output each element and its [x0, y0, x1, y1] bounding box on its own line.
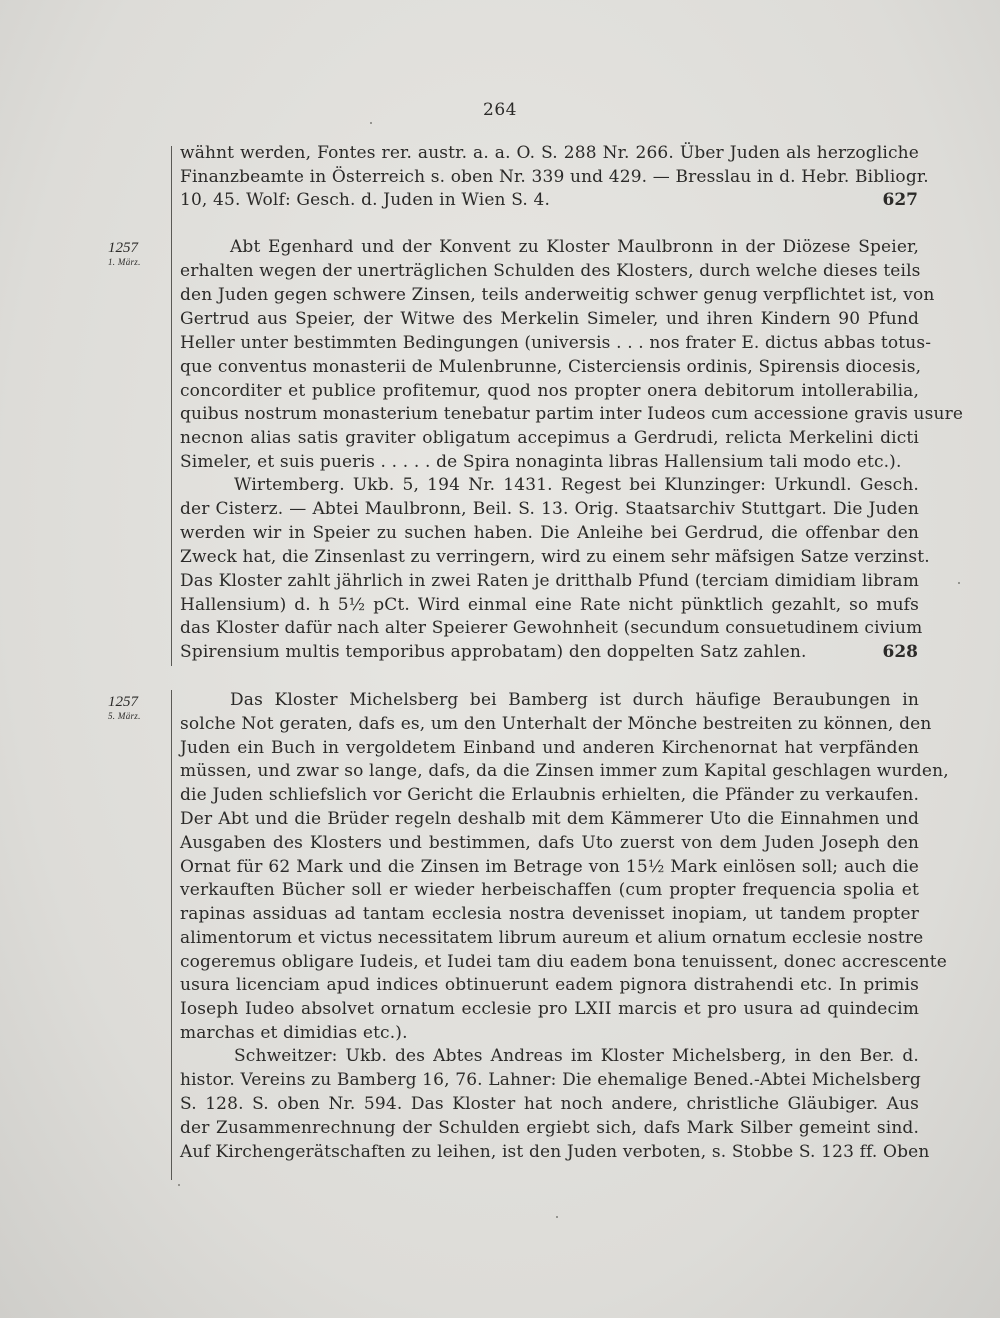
text-line: Juden ein Buch in vergoldetem Einband und anderen Kirchenornat hat verpfänden	[180, 738, 919, 758]
text-line: Simeler, et suis pueris . . . . . de Spira nonaginta libras Hallensium tali modo etc.).	[180, 452, 902, 472]
text-line: der Zusammenrechnung der Schulden ergiebt sich, dafs Mark Silber gemeint sind.	[180, 1118, 919, 1138]
text-line: histor. Vereins zu Bamberg 16, 76. Lahner: Die ehemalige Bened.-Abtei Michelsberg	[180, 1070, 921, 1090]
text-line: Der Abt und die Brüder regeln deshalb mit dem Kämmerer Uto die Einnahmen und	[180, 809, 919, 829]
text-line: Ornat für 62 Mark und die Zinsen im Betrage von 15½ Mark einlösen soll; auch die	[180, 857, 919, 877]
text-line: Schweitzer: Ukb. des Abtes Andreas im Kloster Michelsberg, in den Ber. d.	[234, 1046, 919, 1066]
margin-rule	[171, 146, 172, 666]
margin-date-note	[108, 240, 168, 267]
text-line: S. 128. S. oben Nr. 594. Das Kloster hat noch andere, christliche Gläubiger. Aus	[180, 1094, 919, 1114]
text-line: der Cisterz. — Abtei Maulbronn, Beil. S. 13. Orig. Staatsarchiv Stuttgart. Die Juden	[180, 499, 919, 519]
paper-speck	[178, 1184, 180, 1186]
text-line: die Juden schliefslich vor Gericht die Erlaubnis erhielten, die Pfänder zu verkaufen.	[180, 785, 919, 805]
text-line: Hallensium) d. h 5½ pCt. Wird einmal eine Rate nicht pünktlich gezahlt, so mufs	[180, 595, 919, 615]
margin-date: 5. März.	[108, 711, 141, 721]
paper-speck	[556, 1216, 558, 1218]
margin-year: 1257	[108, 240, 138, 256]
text-line: solche Not geraten, dafs es, um den Unterhalt der Mönche bestreiten zu können, den	[180, 714, 932, 734]
text-line: müssen, und zwar so lange, dafs, da die Zinsen immer zum Kapital geschlagen wurden,	[180, 761, 949, 781]
text-line: quibus nostrum monasterium tenebatur partim inter Iudeos cum accessione gravis usure	[180, 404, 964, 424]
margin-year: 1257	[108, 694, 138, 710]
text-line: Spirensium multis temporibus approbatam) den doppelten Satz zahlen.	[180, 642, 807, 662]
document-number: 628	[882, 642, 918, 662]
margin-date: 1. März.	[108, 257, 141, 267]
text-line: usura licenciam apud indices obtinuerunt eadem pignora distrahendi etc. In primis	[180, 975, 919, 995]
page-number: 264	[483, 100, 517, 120]
text-line: 10, 45. Wolf: Gesch. d. Juden in Wien S. 4.	[180, 190, 551, 210]
margin-date-note	[108, 694, 168, 721]
text-line: Ausgaben des Klosters und bestimmen, dafs Uto zuerst von dem Juden Joseph den	[180, 833, 919, 853]
text-line: que conventus monasterii de Mulenbrunne, Cisterciensis ordinis, Spirensis diocesis,	[180, 357, 922, 377]
margin-rule	[171, 690, 172, 1180]
text-line: Abt Egenhard und der Konvent zu Kloster Maulbronn in der Diözese Speier,	[230, 237, 919, 257]
text-line: erhalten wegen der unerträglichen Schulden des Klosters, durch welche dieses teils	[180, 261, 921, 281]
text-line: verkauften Bücher soll er wieder herbeischaffen (cum propter frequencia spolia et	[180, 880, 919, 900]
text-line: Wirtemberg. Ukb. 5, 194 Nr. 1431. Regest bei Klunzinger: Urkundl. Gesch.	[234, 475, 919, 495]
document-number: 627	[882, 190, 918, 210]
paper-speck	[370, 122, 372, 124]
paper-speck	[958, 582, 960, 584]
text-line: Das Kloster Michelsberg bei Bamberg ist durch häufige Beraubungen in	[230, 690, 919, 710]
text-line: necnon alias satis graviter obligatum accepimus a Gerdrudi, relicta Merkelini dicti	[180, 428, 919, 448]
text-line: wähnt werden, Fontes rer. austr. a. a. O. S. 288 Nr. 266. Über Juden als herzogliche	[180, 143, 919, 163]
text-line: rapinas assiduas ad tantam ecclesia nostra devenisset inopiam, ut tandem propter	[180, 904, 919, 924]
text-line: marchas et dimidias etc.).	[180, 1023, 408, 1043]
text-line: Ioseph Iudeo absolvet ornatum ecclesie pro LXII marcis et pro usura ad quindecim	[180, 999, 919, 1019]
text-line: cogeremus obligare Iudeis, et Iudei tam diu eadem bona tenuissent, donec accrescente	[180, 952, 947, 972]
text-line: Zweck hat, die Zinsenlast zu verringern, wird zu einem sehr mäfsigen Satze verzinst.	[180, 547, 930, 567]
text-line: Heller unter bestimmten Bedingungen (universis . . . nos frater E. dictus abbas totus-	[180, 333, 932, 353]
text-line: Auf Kirchengerätschaften zu leihen, ist den Juden verboten, s. Stobbe S. 123 ff. Oben	[180, 1142, 930, 1162]
text-line: das Kloster dafür nach alter Speierer Gewohnheit (secundum consuetudinem civium	[180, 618, 923, 638]
text-line: den Juden gegen schwere Zinsen, teils anderweitig schwer genug verpflichtet ist, von	[180, 285, 935, 305]
text-line: alimentorum et victus necessitatem librum aureum et alium ornatum ecclesie nostre	[180, 928, 924, 948]
text-line: concorditer et publice profitemur, quod nos propter onera debitorum intollerabilia,	[180, 381, 919, 401]
text-line: Gertrud aus Speier, der Witwe des Merkelin Simeler, und ihren Kindern 90 Pfund	[180, 309, 919, 329]
text-line: werden wir in Speier zu suchen haben. Die Anleihe bei Gerdrud, die offenbar den	[180, 523, 919, 543]
text-line: Das Kloster zahlt jährlich in zwei Raten je dritthalb Pfund (terciam dimidiam libram	[180, 571, 919, 591]
text-line: Finanzbeamte in Österreich s. oben Nr. 339 und 429. — Bresslau in d. Hebr. Bibliogr.	[180, 167, 929, 187]
